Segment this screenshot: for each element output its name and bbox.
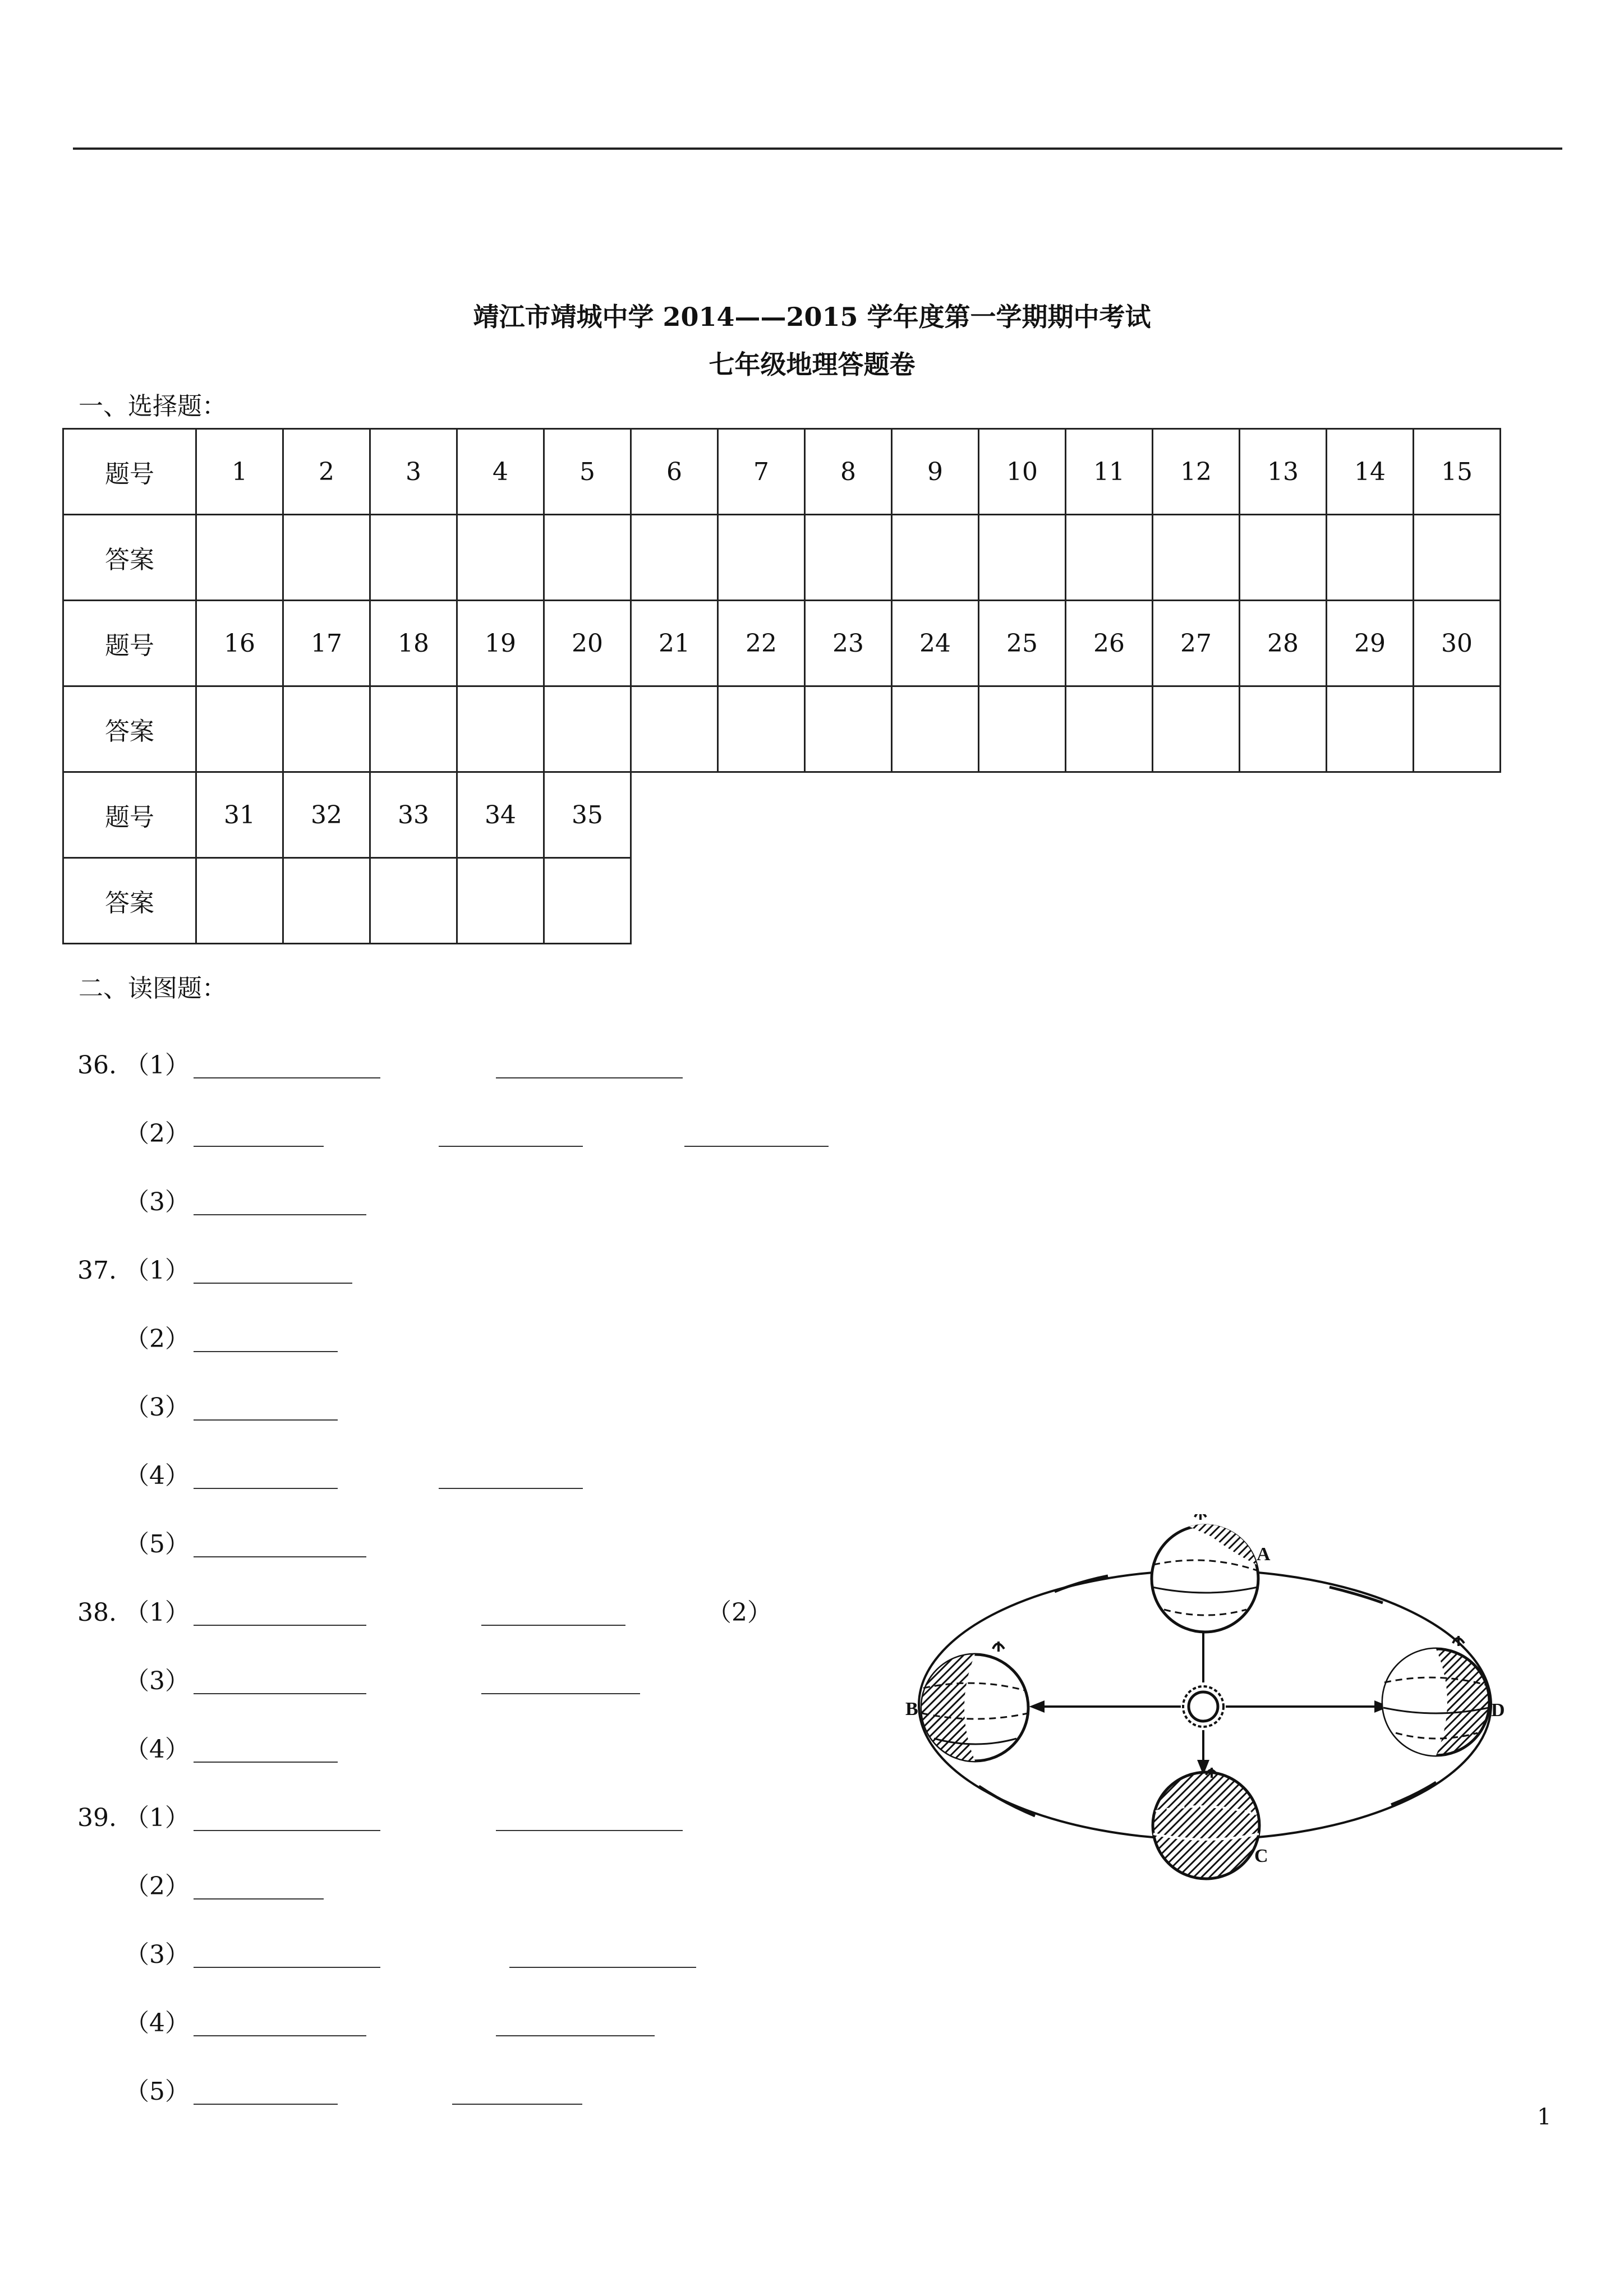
answer-cell[interactable] bbox=[1153, 515, 1240, 601]
question-number: 19 bbox=[457, 601, 544, 686]
row-label: 题号 bbox=[63, 429, 196, 515]
q39-part-2-label: （2） bbox=[125, 1872, 190, 1901]
q37-2-blank[interactable] bbox=[194, 1351, 338, 1352]
question-number: 7 bbox=[718, 429, 805, 515]
question-number: 12 bbox=[1153, 429, 1240, 515]
earth-globe-a bbox=[1152, 1514, 1258, 1632]
question-number: 26 bbox=[1066, 601, 1153, 686]
answer-cell[interactable] bbox=[631, 515, 718, 601]
q39-5-blank-a[interactable] bbox=[194, 2104, 338, 2105]
answer-cell[interactable] bbox=[196, 686, 283, 772]
answer-cell[interactable] bbox=[1240, 686, 1327, 772]
answer-cell[interactable] bbox=[457, 686, 544, 772]
answer-cell[interactable] bbox=[979, 515, 1066, 601]
empty-area bbox=[631, 858, 1501, 944]
question-number: 15 bbox=[1414, 429, 1501, 515]
row-label: 答案 bbox=[63, 686, 196, 772]
q36-2-blank-c[interactable] bbox=[684, 1146, 829, 1147]
question-number: 9 bbox=[892, 429, 979, 515]
q39-part-3-label: （3） bbox=[125, 1940, 190, 1969]
question-number: 23 bbox=[805, 601, 892, 686]
row-label: 答案 bbox=[63, 858, 196, 944]
question-number: 1 bbox=[196, 429, 283, 515]
question-number: 5 bbox=[544, 429, 631, 515]
answer-cell[interactable] bbox=[457, 858, 544, 944]
label-a: A bbox=[1257, 1544, 1271, 1565]
answer-cell[interactable] bbox=[283, 515, 370, 601]
q38-3-blank-b[interactable] bbox=[481, 1693, 640, 1694]
q39-1-blank-a[interactable] bbox=[194, 1830, 380, 1831]
question-number: 8 bbox=[805, 429, 892, 515]
question-number: 32 bbox=[283, 772, 370, 858]
question-number: 24 bbox=[892, 601, 979, 686]
earth-globe-b bbox=[922, 1642, 1028, 1761]
answer-cell[interactable] bbox=[1066, 686, 1153, 772]
answer-cell[interactable] bbox=[892, 686, 979, 772]
question-row-2 bbox=[63, 601, 1501, 686]
answer-cell[interactable] bbox=[196, 515, 283, 601]
q38-part-2-label: （2） bbox=[707, 1598, 772, 1627]
q37-part-1-label: （1） bbox=[125, 1256, 190, 1285]
answer-cell[interactable] bbox=[370, 515, 457, 601]
answer-cell[interactable] bbox=[979, 686, 1066, 772]
question-number: 18 bbox=[370, 601, 457, 686]
answer-cell[interactable] bbox=[718, 686, 805, 772]
answer-grid bbox=[62, 428, 1501, 944]
question-number: 25 bbox=[979, 601, 1066, 686]
earth-orbit-diagram bbox=[886, 1514, 1520, 1884]
q37-5-blank[interactable] bbox=[194, 1556, 366, 1557]
question-number: 17 bbox=[283, 601, 370, 686]
answer-cell[interactable] bbox=[1066, 515, 1153, 601]
question-row-1 bbox=[63, 429, 1501, 515]
label-c: C bbox=[1254, 1846, 1268, 1866]
answer-cell[interactable] bbox=[805, 686, 892, 772]
q39-number: 39. bbox=[77, 1804, 117, 1832]
q36-number: 36. bbox=[77, 1051, 117, 1080]
q36-part-3-label: （3） bbox=[125, 1188, 190, 1216]
exam-title: 靖江市靖城中学 2014——2015 学年度第一学期期中考试 bbox=[473, 302, 1151, 332]
q37-4-blank-b[interactable] bbox=[439, 1488, 583, 1489]
q37-4-blank-a[interactable] bbox=[194, 1488, 338, 1489]
q39-part-4-label: （4） bbox=[125, 2009, 190, 2037]
answer-cell[interactable] bbox=[892, 515, 979, 601]
q39-4-blank-a[interactable] bbox=[194, 2035, 366, 2036]
q36-2-blank-b[interactable] bbox=[439, 1146, 583, 1147]
answer-cell[interactable] bbox=[457, 515, 544, 601]
q37-part-5-label: （5） bbox=[125, 1530, 190, 1559]
sun-icon bbox=[1183, 1686, 1223, 1727]
q36-1-blank-b[interactable] bbox=[496, 1077, 683, 1078]
q37-number: 37. bbox=[77, 1256, 117, 1285]
q39-part-5-label: （5） bbox=[125, 2077, 190, 2106]
q36-2-blank-a[interactable] bbox=[194, 1146, 324, 1147]
q38-part-4-label: （4） bbox=[125, 1735, 190, 1764]
q36-3-blank[interactable] bbox=[194, 1214, 366, 1215]
section-choice-heading: 一、选择题： bbox=[79, 392, 227, 421]
answer-row-3 bbox=[63, 858, 1501, 944]
q36-1-blank-a[interactable] bbox=[194, 1077, 380, 1078]
question-number: 28 bbox=[1240, 601, 1327, 686]
q39-5-blank-b[interactable] bbox=[452, 2104, 582, 2105]
question-number: 11 bbox=[1066, 429, 1153, 515]
question-number: 22 bbox=[718, 601, 805, 686]
question-number: 29 bbox=[1327, 601, 1414, 686]
answer-row-2 bbox=[63, 686, 1501, 772]
question-number: 10 bbox=[979, 429, 1066, 515]
question-number: 31 bbox=[196, 772, 283, 858]
answer-cell[interactable] bbox=[631, 686, 718, 772]
q38-number: 38. bbox=[77, 1598, 117, 1627]
answer-row-1 bbox=[63, 515, 1501, 601]
answer-cell[interactable] bbox=[1414, 686, 1501, 772]
question-number: 20 bbox=[544, 601, 631, 686]
answer-cell[interactable] bbox=[1414, 515, 1501, 601]
answer-cell[interactable] bbox=[370, 858, 457, 944]
q37-part-2-label: （2） bbox=[125, 1325, 190, 1353]
q39-3-blank-b[interactable] bbox=[509, 1967, 696, 1968]
label-d: D bbox=[1491, 1700, 1505, 1721]
answer-cell[interactable] bbox=[544, 515, 631, 601]
earth-globe-c bbox=[1153, 1768, 1259, 1879]
question-number: 34 bbox=[457, 772, 544, 858]
answer-cell[interactable] bbox=[718, 515, 805, 601]
answer-cell[interactable] bbox=[283, 686, 370, 772]
question-number: 16 bbox=[196, 601, 283, 686]
q37-3-blank[interactable] bbox=[194, 1419, 338, 1421]
question-number: 27 bbox=[1153, 601, 1240, 686]
q39-4-blank-b[interactable] bbox=[496, 2035, 655, 2036]
row-label: 题号 bbox=[63, 772, 196, 858]
question-number: 3 bbox=[370, 429, 457, 515]
answer-cell[interactable] bbox=[1240, 515, 1327, 601]
question-number: 6 bbox=[631, 429, 718, 515]
earth-globe-d bbox=[1383, 1636, 1489, 1755]
answer-cell[interactable] bbox=[1327, 515, 1414, 601]
q38-4-blank[interactable] bbox=[194, 1762, 338, 1763]
answer-cell[interactable] bbox=[805, 515, 892, 601]
q39-3-blank-a[interactable] bbox=[194, 1967, 380, 1968]
row-label: 答案 bbox=[63, 515, 196, 601]
question-number: 30 bbox=[1414, 601, 1501, 686]
q36-part-2-label: （2） bbox=[125, 1119, 190, 1148]
question-row-3 bbox=[63, 772, 1501, 858]
q38-1-blank-a[interactable] bbox=[194, 1625, 366, 1626]
question-number: 13 bbox=[1240, 429, 1327, 515]
row-label: 题号 bbox=[63, 601, 196, 686]
header-rule bbox=[73, 147, 1562, 150]
section-map-heading: 二、读图题： bbox=[79, 974, 227, 1003]
answer-cell[interactable] bbox=[196, 858, 283, 944]
empty-area bbox=[631, 772, 1501, 858]
answer-cell[interactable] bbox=[544, 686, 631, 772]
q38-1-blank-b[interactable] bbox=[481, 1625, 625, 1626]
question-number: 35 bbox=[544, 772, 631, 858]
q37-part-3-label: （3） bbox=[125, 1393, 190, 1422]
question-number: 4 bbox=[457, 429, 544, 515]
q38-part-3-label: （3） bbox=[125, 1667, 190, 1695]
page-number: 1 bbox=[1537, 2104, 1552, 2130]
answer-cell[interactable] bbox=[1327, 686, 1414, 772]
answer-cell[interactable] bbox=[370, 686, 457, 772]
question-number: 14 bbox=[1327, 429, 1414, 515]
q37-1-blank[interactable] bbox=[194, 1283, 352, 1284]
question-number: 2 bbox=[283, 429, 370, 515]
label-b: B bbox=[905, 1699, 918, 1719]
question-number: 21 bbox=[631, 601, 718, 686]
question-number: 33 bbox=[370, 772, 457, 858]
answer-cell[interactable] bbox=[283, 858, 370, 944]
answer-cell[interactable] bbox=[544, 858, 631, 944]
q37-part-4-label: （4） bbox=[125, 1461, 190, 1490]
answer-cell[interactable] bbox=[1153, 686, 1240, 772]
q39-part-1-label: （1） bbox=[125, 1804, 190, 1832]
q39-1-blank-b[interactable] bbox=[496, 1830, 683, 1831]
q38-3-blank-a[interactable] bbox=[194, 1693, 366, 1694]
q36-part-1-label: （1） bbox=[125, 1051, 190, 1080]
q38-part-1-label: （1） bbox=[125, 1598, 190, 1627]
exam-subtitle: 七年级地理答题卷 bbox=[709, 349, 915, 380]
q39-2-blank[interactable] bbox=[194, 1898, 324, 1899]
